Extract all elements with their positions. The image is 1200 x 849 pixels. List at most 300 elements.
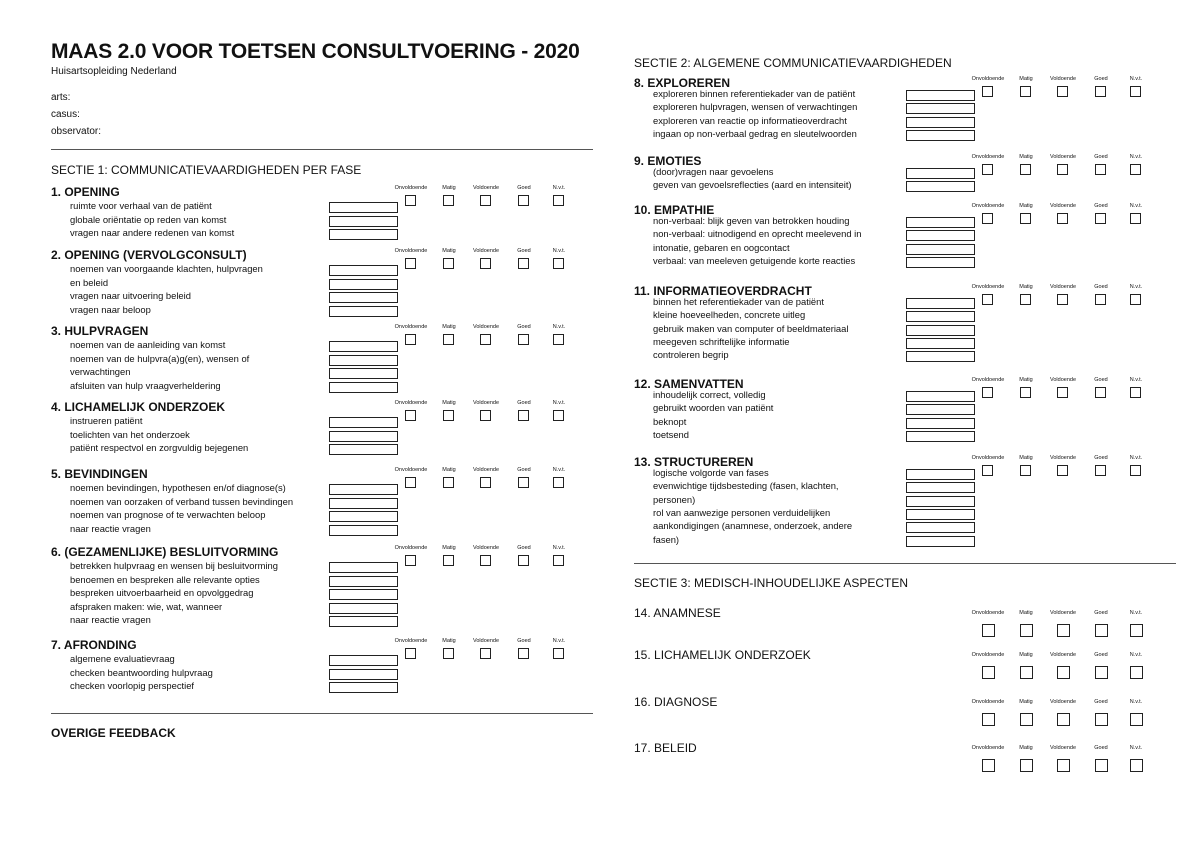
rating-label: Matig — [1019, 610, 1033, 616]
field-arts[interactable]: arts: — [51, 92, 71, 103]
rating-checkbox-matig[interactable] — [443, 648, 454, 659]
rating-checkbox-goed[interactable] — [518, 258, 529, 269]
criterion-label: vragen naar andere redenen van komst — [70, 227, 235, 238]
rating-label: Voldoende — [1050, 610, 1076, 616]
criterion-label: geven van gevoelsreflecties (aard en intensiteit) — [653, 179, 852, 191]
criterion-score-field[interactable] — [329, 484, 398, 495]
criterion-label: checken voorlopig perspectief — [70, 680, 195, 691]
rating-label: Goed — [517, 324, 531, 330]
rating-label: Goed — [1094, 203, 1108, 209]
rating-checkbox-goed[interactable] — [1095, 759, 1108, 772]
rating-checkbox-voldoende[interactable] — [1057, 294, 1068, 305]
rating-label: Goed — [517, 467, 531, 473]
rating-checkbox-goed[interactable] — [518, 555, 529, 566]
rating-checkbox-nvt[interactable] — [553, 555, 564, 566]
rating-label: Voldoende — [1050, 154, 1076, 160]
rating-checkbox-matig[interactable] — [443, 477, 454, 488]
rating-checkbox-matig[interactable] — [443, 258, 454, 269]
rating-checkbox-voldoende[interactable] — [1057, 624, 1070, 637]
divider — [634, 563, 1176, 564]
rating-checkbox-nvt[interactable] — [553, 195, 564, 206]
criterion-score-field[interactable] — [329, 341, 398, 352]
rating-checkbox-matig[interactable] — [1020, 759, 1033, 772]
criterion-score-field[interactable] — [906, 244, 975, 255]
rating-checkbox-nvt[interactable] — [1130, 164, 1141, 175]
rating-label: Onvoldoende — [394, 638, 428, 644]
criterion-score-field[interactable] — [906, 522, 975, 533]
rating-checkbox-nvt[interactable] — [553, 410, 564, 421]
rating-label: N.v.t. — [1129, 652, 1143, 658]
criterion-label: toelichten van het onderzoek — [70, 428, 190, 440]
rating-label: Matig — [442, 324, 456, 330]
rating-label: Goed — [1094, 154, 1108, 160]
criterion-label: vragen naar uitvoering beleid — [70, 290, 191, 301]
rating-label: Onvoldoende — [394, 467, 428, 473]
criterion-score-field[interactable] — [906, 117, 975, 128]
rating-checkbox-matig[interactable] — [1020, 713, 1033, 726]
rating-label: N.v.t. — [552, 545, 566, 551]
rating-checkbox-voldoende[interactable] — [480, 334, 491, 345]
criterion-score-field[interactable] — [906, 298, 975, 309]
rating-group — [394, 324, 593, 354]
criterion-score-field[interactable] — [906, 217, 975, 228]
criterion-score-field[interactable] — [329, 444, 398, 455]
item-heading: 9. EMOTIES — [634, 154, 702, 168]
criterion-label: gebruik maken van computer of beeldmateriaal — [653, 322, 849, 334]
item-heading: 16. DIAGNOSE — [634, 695, 718, 709]
criterion-score-field[interactable] — [906, 351, 975, 362]
rating-checkbox-onvoldoende[interactable] — [982, 666, 995, 679]
item-heading: 13. STRUCTUREREN — [634, 455, 754, 469]
rating-label: Voldoende — [473, 324, 499, 330]
rating-label: Voldoende — [473, 400, 499, 406]
criterion-label: checken beantwoording hulpvraag — [70, 666, 213, 678]
rating-label: Goed — [1094, 652, 1108, 658]
rating-label: Onvoldoende — [971, 652, 1005, 658]
item-heading: 8. EXPLOREREN — [634, 76, 731, 90]
rating-label: Voldoende — [1050, 699, 1076, 705]
rating-label: Voldoende — [473, 185, 499, 191]
rating-checkbox-voldoende[interactable] — [480, 555, 491, 566]
criterion-score-field[interactable] — [329, 655, 398, 666]
rating-label: Onvoldoende — [394, 400, 428, 406]
rating-group — [394, 467, 593, 497]
criterion-label: noemen van oorzaken of verband tussen bevindingen — [70, 495, 294, 507]
rating-group — [971, 203, 1170, 233]
rating-checkbox-onvoldoende[interactable] — [982, 713, 995, 726]
criterion-label: toetsend — [653, 428, 689, 440]
rating-label: Matig — [442, 400, 456, 406]
criterion-score-field[interactable] — [329, 616, 398, 627]
rating-label: Matig — [442, 185, 456, 191]
rating-label: Matig — [1019, 284, 1033, 290]
item-heading: 7. AFRONDING — [51, 638, 137, 652]
rating-checkbox-nvt[interactable] — [1130, 387, 1141, 398]
rating-label: Goed — [517, 400, 531, 406]
rating-checkbox-onvoldoende[interactable] — [982, 164, 993, 175]
criterion-label: globale oriëntatie op reden van komst — [70, 213, 227, 225]
rating-checkbox-goed[interactable] — [518, 410, 529, 421]
criterion-score-field[interactable] — [329, 562, 398, 573]
rating-group — [394, 185, 593, 215]
criterion-label: noemen van voorgaande klachten, hulpvragen — [70, 263, 263, 274]
criterion-label: gebruikt woorden van patiënt — [653, 402, 774, 414]
rating-label: Onvoldoende — [971, 610, 1005, 616]
rating-checkbox-goed[interactable] — [518, 334, 529, 345]
criterion-label: noemen van de hulpvra(a)g(en), wensen of — [70, 352, 250, 364]
rating-label: Onvoldoende — [971, 455, 1005, 461]
item-heading: 5. BEVINDINGEN — [51, 467, 148, 481]
criterion-label: controleren begrip — [653, 349, 729, 361]
rating-label: N.v.t. — [1129, 76, 1143, 82]
rating-label: Voldoende — [473, 545, 499, 551]
rating-label: Goed — [517, 248, 531, 254]
rating-label: Matig — [1019, 652, 1033, 658]
rating-checkbox-voldoende[interactable] — [480, 195, 491, 206]
rating-checkbox-voldoende[interactable] — [1057, 86, 1068, 97]
rating-group — [971, 642, 1170, 672]
rating-checkbox-nvt[interactable] — [553, 334, 564, 345]
criterion-score-field[interactable] — [329, 669, 398, 680]
rating-label: N.v.t. — [552, 638, 566, 644]
rating-label: Goed — [1094, 377, 1108, 383]
rating-label: Goed — [517, 545, 531, 551]
criterion-label: exploreren hulpvragen, wensen of verwachtingen — [653, 101, 858, 113]
rating-checkbox-onvoldoende[interactable] — [405, 258, 416, 269]
rating-label: Onvoldoende — [394, 248, 428, 254]
rating-checkbox-goed[interactable] — [518, 477, 529, 488]
rating-label: Matig — [1019, 745, 1033, 751]
rating-checkbox-nvt[interactable] — [1130, 713, 1143, 726]
rating-checkbox-onvoldoende[interactable] — [982, 465, 993, 476]
criterion-label: ingaan op non-verbaal gedrag en sleutelwoorden — [653, 127, 857, 139]
criterion-label: afspraken maken: wie, wat, wanneer — [70, 600, 223, 612]
criterion-score-field[interactable] — [329, 589, 398, 600]
feedback-title: OVERIGE FEEDBACK — [51, 726, 176, 740]
divider — [51, 149, 593, 150]
criterion-score-field[interactable] — [906, 391, 975, 402]
criterion-score-field[interactable] — [329, 279, 398, 290]
criterion-score-field[interactable] — [906, 509, 975, 520]
rating-checkbox-nvt[interactable] — [1130, 624, 1143, 637]
criterion-label: benoemen en bespreken alle relevante opties — [70, 573, 260, 585]
criterion-score-field[interactable] — [906, 418, 975, 429]
criterion-score-field[interactable] — [906, 90, 975, 101]
rating-checkbox-nvt[interactable] — [1130, 86, 1141, 97]
rating-checkbox-goed[interactable] — [1095, 624, 1108, 637]
rating-checkbox-onvoldoende[interactable] — [405, 195, 416, 206]
rating-checkbox-goed[interactable] — [1095, 294, 1106, 305]
criterion-label: meegeven schriftelijke informatie — [653, 335, 790, 347]
rating-group — [971, 154, 1170, 184]
rating-label: Voldoende — [1050, 455, 1076, 461]
rating-checkbox-matig[interactable] — [443, 555, 454, 566]
criterion-score-field[interactable] — [329, 525, 398, 536]
section3-title: SECTIE 3: MEDISCH-INHOUDELIJKE ASPECTEN — [634, 576, 909, 590]
rating-label: Matig — [442, 545, 456, 551]
criterion-label: rol van aanwezige personen verduidelijken — [653, 506, 831, 518]
rating-checkbox-nvt[interactable] — [553, 648, 564, 659]
rating-label: Onvoldoende — [394, 185, 428, 191]
criterion-label: non-verbaal: uitnodigend en oprecht meelevend in — [653, 228, 862, 240]
rating-label: Voldoende — [1050, 745, 1076, 751]
rating-group — [394, 248, 593, 278]
rating-checkbox-matig[interactable] — [1020, 213, 1031, 224]
criterion-score-field[interactable] — [906, 230, 975, 241]
rating-group — [971, 735, 1170, 765]
rating-checkbox-voldoende[interactable] — [480, 648, 491, 659]
rating-checkbox-matig[interactable] — [1020, 666, 1033, 679]
rating-group — [394, 638, 593, 668]
rating-checkbox-goed[interactable] — [1095, 387, 1106, 398]
criterion-label: ruimte voor verhaal van de patiënt — [70, 200, 212, 211]
rating-label: N.v.t. — [1129, 610, 1143, 616]
rating-checkbox-onvoldoende[interactable] — [982, 86, 993, 97]
rating-checkbox-matig[interactable] — [1020, 164, 1031, 175]
criterion-score-field[interactable] — [906, 103, 975, 114]
rating-checkbox-onvoldoende[interactable] — [982, 387, 993, 398]
rating-label: N.v.t. — [552, 324, 566, 330]
rating-label: Goed — [1094, 76, 1108, 82]
rating-label: Onvoldoende — [394, 545, 428, 551]
rating-label: Voldoende — [473, 638, 499, 644]
rating-checkbox-matig[interactable] — [443, 195, 454, 206]
rating-label: Matig — [442, 467, 456, 473]
rating-checkbox-onvoldoende[interactable] — [405, 334, 416, 345]
rating-label: Voldoende — [473, 248, 499, 254]
rating-label: Goed — [1094, 745, 1108, 751]
rating-label: Matig — [1019, 377, 1033, 383]
criterion-label: instrueren patiënt — [70, 415, 143, 426]
rating-checkbox-matig[interactable] — [1020, 624, 1033, 637]
section2-title: SECTIE 2: ALGEMENE COMMUNICATIEVAARDIGHEDEN — [634, 56, 952, 70]
criterion-score-field[interactable] — [906, 482, 975, 493]
criterion-label: en beleid — [70, 276, 109, 288]
criterion-score-field[interactable] — [906, 338, 975, 349]
rating-checkbox-matig[interactable] — [443, 410, 454, 421]
criterion-score-field[interactable] — [329, 202, 398, 213]
criterion-score-field[interactable] — [906, 130, 975, 141]
criterion-score-field[interactable] — [329, 576, 398, 587]
criterion-label: beknopt — [653, 415, 687, 427]
rating-group — [971, 284, 1170, 314]
item-heading: 17. BELEID — [634, 741, 697, 755]
rating-label: Onvoldoende — [971, 699, 1005, 705]
rating-checkbox-goed[interactable] — [1095, 86, 1106, 97]
criterion-label: noemen van prognose of te verwachten beloop — [70, 509, 266, 520]
rating-group — [394, 400, 593, 430]
item-heading: 2. OPENING (VERVOLGCONSULT) — [51, 248, 247, 262]
criterion-score-field[interactable] — [329, 511, 398, 522]
rating-checkbox-voldoende[interactable] — [1057, 666, 1070, 679]
field-observator[interactable]: observator: — [51, 126, 102, 137]
item-heading: 15. LICHAMELIJK ONDERZOEK — [634, 648, 811, 662]
rating-checkbox-nvt[interactable] — [1130, 759, 1143, 772]
criterion-label: kleine hoeveelheden, concrete uitleg — [653, 309, 806, 321]
rating-label: N.v.t. — [1129, 745, 1143, 751]
item-heading: 12. SAMENVATTEN — [634, 377, 744, 391]
criterion-label: fasen) — [653, 533, 680, 545]
rating-checkbox-matig[interactable] — [443, 334, 454, 345]
criterion-label: verbaal: van meeleven getuigende korte reacties — [653, 254, 856, 266]
rating-group — [394, 545, 593, 575]
rating-label: Voldoende — [473, 467, 499, 473]
rating-label: N.v.t. — [1129, 455, 1143, 461]
rating-checkbox-voldoende[interactable] — [480, 258, 491, 269]
rating-checkbox-goed[interactable] — [1095, 666, 1108, 679]
rating-label: N.v.t. — [552, 400, 566, 406]
criterion-score-field[interactable] — [906, 431, 975, 442]
rating-group — [971, 377, 1170, 407]
rating-label: N.v.t. — [1129, 154, 1143, 160]
criterion-score-field[interactable] — [329, 229, 398, 240]
rating-checkbox-voldoende[interactable] — [1057, 713, 1070, 726]
criterion-label: verwachtingen — [70, 366, 131, 377]
rating-checkbox-matig[interactable] — [1020, 294, 1031, 305]
criterion-score-field[interactable] — [906, 404, 975, 415]
rating-checkbox-nvt[interactable] — [1130, 294, 1141, 305]
criterion-score-field[interactable] — [906, 181, 975, 192]
rating-checkbox-goed[interactable] — [1095, 213, 1106, 224]
criterion-label: aankondigingen (anamnese, onderzoek, andere — [653, 520, 853, 532]
criterion-label: noemen van de aanleiding van komst — [70, 339, 226, 350]
criterion-score-field[interactable] — [329, 265, 398, 276]
rating-label: N.v.t. — [1129, 377, 1143, 383]
rating-label: Goed — [1094, 455, 1108, 461]
rating-checkbox-nvt[interactable] — [1130, 465, 1141, 476]
field-casus[interactable]: casus: — [51, 109, 80, 120]
criterion-label: binnen het referentiekader van de patiënt — [653, 296, 824, 307]
criterion-score-field[interactable] — [329, 498, 398, 509]
rating-label: Matig — [442, 638, 456, 644]
criterion-score-field[interactable] — [906, 311, 975, 322]
rating-checkbox-matig[interactable] — [1020, 465, 1031, 476]
criterion-score-field[interactable] — [906, 257, 975, 268]
rating-checkbox-voldoende[interactable] — [1057, 465, 1068, 476]
criterion-score-field[interactable] — [906, 496, 975, 507]
rating-checkbox-voldoende[interactable] — [1057, 759, 1070, 772]
rating-checkbox-voldoende[interactable] — [1057, 213, 1068, 224]
rating-checkbox-matig[interactable] — [1020, 86, 1031, 97]
rating-group — [971, 689, 1170, 719]
rating-label: Onvoldoende — [971, 377, 1005, 383]
criterion-score-field[interactable] — [329, 355, 398, 366]
criterion-label: patiënt respectvol en zorgvuldig bejegenen — [70, 442, 249, 453]
rating-checkbox-onvoldoende[interactable] — [982, 624, 995, 637]
criterion-score-field[interactable] — [329, 417, 398, 428]
rating-checkbox-voldoende[interactable] — [480, 410, 491, 421]
rating-checkbox-goed[interactable] — [1095, 713, 1108, 726]
criterion-label: naar reactie vragen — [70, 522, 151, 534]
rating-group — [971, 455, 1170, 485]
criterion-score-field[interactable] — [329, 292, 398, 303]
rating-label: N.v.t. — [1129, 203, 1143, 209]
rating-checkbox-voldoende[interactable] — [1057, 387, 1068, 398]
item-heading: 14. ANAMNESE — [634, 606, 721, 620]
rating-label: Matig — [1019, 455, 1033, 461]
rating-checkbox-onvoldoende[interactable] — [982, 759, 995, 772]
criterion-label: algemene evaluatievraag — [70, 653, 175, 664]
rating-checkbox-onvoldoende[interactable] — [982, 294, 993, 305]
rating-checkbox-nvt[interactable] — [1130, 666, 1143, 679]
rating-checkbox-goed[interactable] — [518, 648, 529, 659]
criterion-score-field[interactable] — [329, 368, 398, 379]
rating-checkbox-onvoldoende[interactable] — [982, 213, 993, 224]
criterion-label: noemen bevindingen, hypothesen en/of diagnose(s) — [70, 482, 286, 493]
criterion-label: vragen naar beloop — [70, 303, 151, 315]
rating-label: Goed — [517, 638, 531, 644]
rating-label: Voldoende — [1050, 284, 1076, 290]
item-heading: 10. EMPATHIE — [634, 203, 715, 217]
criterion-label: non-verbaal: blijk geven van betrokken houding — [653, 215, 850, 226]
criterion-label: naar reactie vragen — [70, 614, 151, 625]
criterion-label: exploreren binnen referentiekader van de patiënt — [653, 88, 856, 99]
criterion-label: inhoudelijk correct, volledig — [653, 389, 766, 400]
criterion-label: bespreken uitvoerbaarheid en opvolggedrag — [70, 587, 254, 598]
rating-checkbox-goed[interactable] — [1095, 465, 1106, 476]
item-heading: 6. (GEZAMENLIJKE) BESLUITVORMING — [51, 545, 279, 559]
rating-checkbox-goed[interactable] — [1095, 164, 1106, 175]
rating-label: Onvoldoende — [971, 284, 1005, 290]
rating-label: Onvoldoende — [971, 76, 1005, 82]
rating-checkbox-nvt[interactable] — [553, 258, 564, 269]
rating-checkbox-onvoldoende[interactable] — [405, 477, 416, 488]
rating-label: Voldoende — [1050, 76, 1076, 82]
rating-checkbox-goed[interactable] — [518, 195, 529, 206]
rating-checkbox-onvoldoende[interactable] — [405, 555, 416, 566]
criterion-score-field[interactable] — [329, 431, 398, 442]
criterion-score-field[interactable] — [906, 325, 975, 336]
rating-checkbox-voldoende[interactable] — [1057, 164, 1068, 175]
rating-label: N.v.t. — [1129, 284, 1143, 290]
criterion-label: intonatie, gebaren en oogcontact — [653, 241, 790, 253]
rating-label: Matig — [1019, 76, 1033, 82]
rating-checkbox-nvt[interactable] — [1130, 213, 1141, 224]
item-heading: 11. INFORMATIEOVERDRACHT — [634, 284, 812, 298]
rating-label: Matig — [1019, 699, 1033, 705]
criterion-score-field[interactable] — [329, 603, 398, 614]
criterion-score-field[interactable] — [906, 168, 975, 179]
criterion-score-field[interactable] — [906, 536, 975, 547]
criterion-score-field[interactable] — [329, 216, 398, 227]
criterion-label: exploreren van reactie op informatieoverdracht — [653, 114, 847, 126]
rating-label: Onvoldoende — [971, 745, 1005, 751]
rating-label: Goed — [1094, 699, 1108, 705]
rating-label: Goed — [1094, 610, 1108, 616]
rating-label: Matig — [1019, 203, 1033, 209]
criterion-label: evenwichtige tijdsbesteding (fasen, klachten, — [653, 480, 839, 492]
rating-checkbox-onvoldoende[interactable] — [405, 648, 416, 659]
criterion-score-field[interactable] — [329, 682, 398, 693]
criterion-score-field[interactable] — [329, 382, 398, 393]
rating-label: Goed — [1094, 284, 1108, 290]
rating-checkbox-matig[interactable] — [1020, 387, 1031, 398]
criterion-score-field[interactable] — [906, 469, 975, 480]
rating-label: Voldoende — [1050, 203, 1076, 209]
criterion-label: afsluiten van hulp vraagverheldering — [70, 379, 221, 391]
rating-label: Goed — [517, 185, 531, 191]
item-heading: 1. OPENING — [51, 185, 120, 199]
rating-checkbox-nvt[interactable] — [553, 477, 564, 488]
rating-label: N.v.t. — [552, 248, 566, 254]
rating-label: Matig — [442, 248, 456, 254]
criterion-label: logische volgorde van fases — [653, 467, 769, 478]
criterion-score-field[interactable] — [329, 306, 398, 317]
rating-label: N.v.t. — [552, 185, 566, 191]
rating-checkbox-onvoldoende[interactable] — [405, 410, 416, 421]
rating-checkbox-voldoende[interactable] — [480, 477, 491, 488]
divider — [51, 713, 593, 714]
